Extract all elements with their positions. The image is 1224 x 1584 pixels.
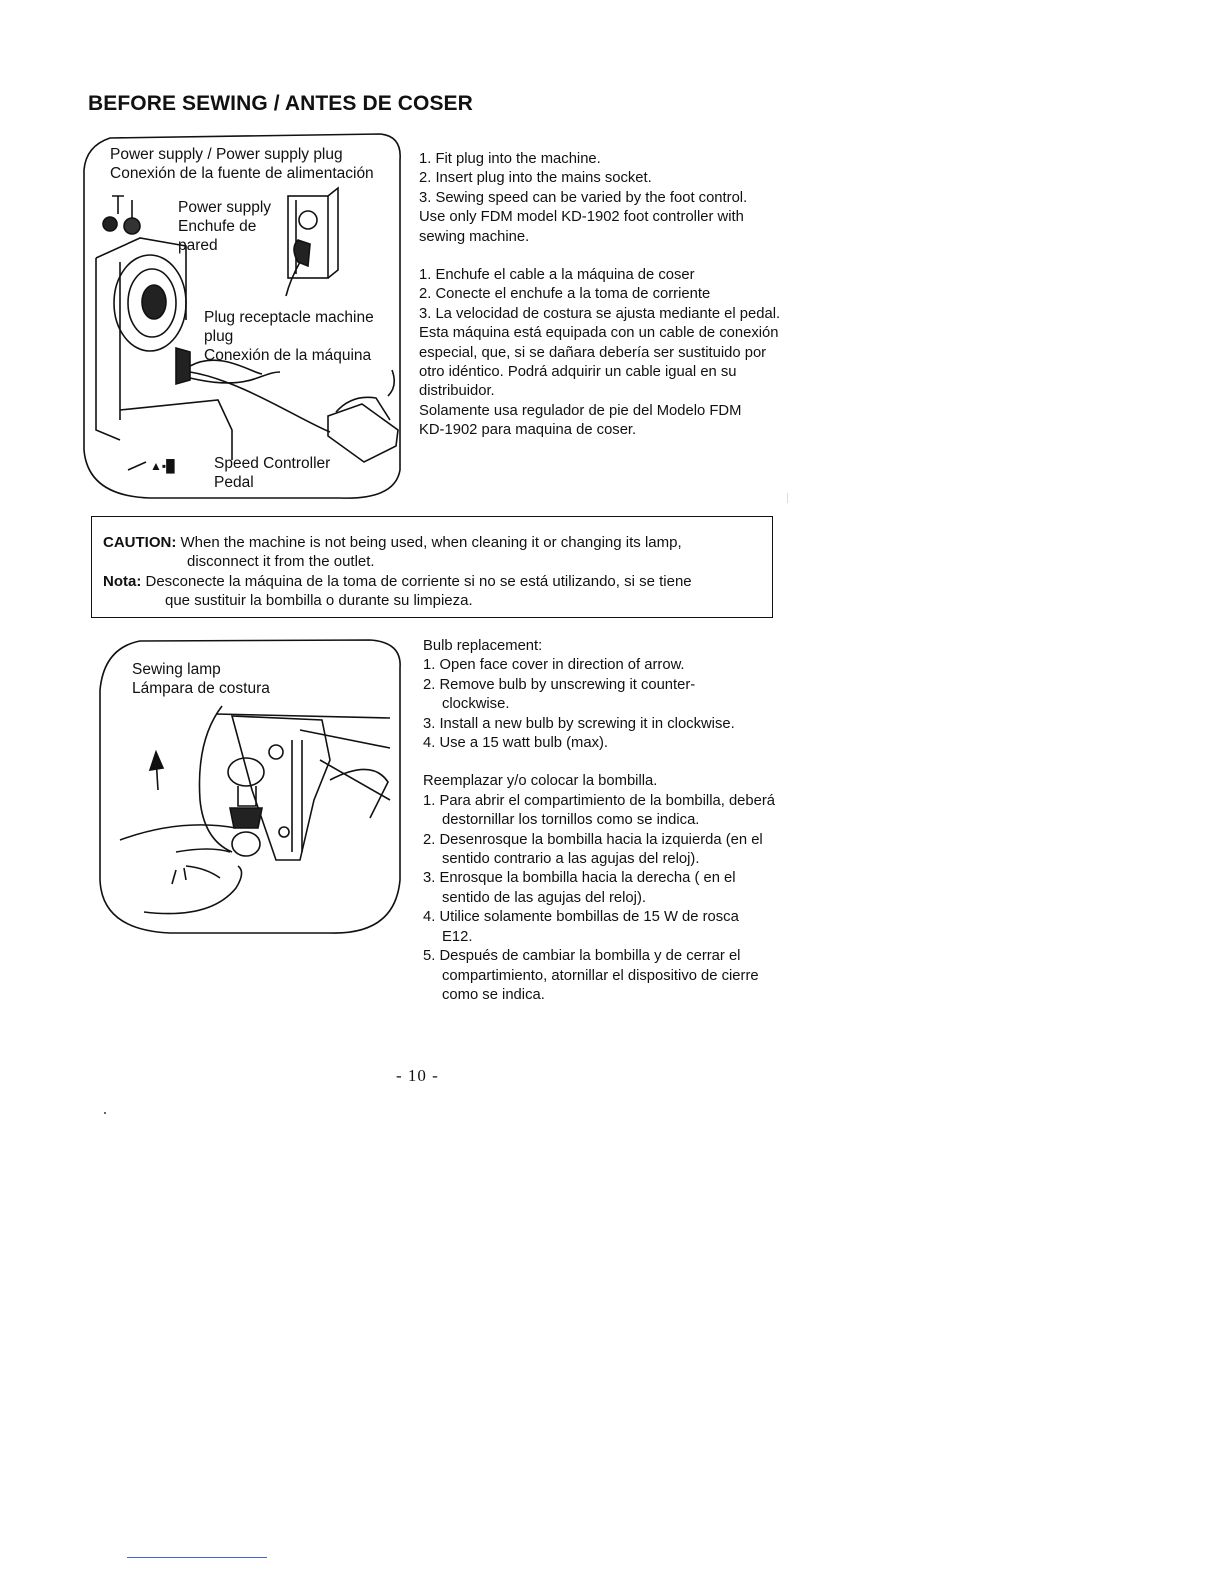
caution-line-en-1: [103, 533, 682, 553]
power-instructions: [419, 150, 789, 441]
label-sewing-lamp-en: Sewing lamp: [132, 661, 221, 678]
machine-symbol: ▲▪█: [150, 459, 175, 473]
label-pedal: Pedal: [214, 474, 254, 491]
bulb-es-step-2: 2. Desenrosque la bombilla hacia la izquierda (en el sentido contrario a las agujas del reloj).: [423, 831, 763, 868]
nota-label: Nota:: [103, 573, 142, 590]
label-sewing-lamp-es: Lámpara de costura: [132, 680, 270, 697]
caution-label: CAUTION:: [103, 534, 177, 551]
instruction-es-step-2: 2. Conecte el enchufe a la toma de corriente: [419, 286, 711, 303]
bulb-en-heading: Bulb replacement:: [423, 638, 543, 654]
stray-dot: [104, 1112, 106, 1114]
bulb-en-step-2: 2. Remove bulb by unscrewing it counter-clockwise.: [423, 676, 696, 713]
label-wall-plug-1: Power supply: [178, 199, 272, 216]
page-number: - 10 -: [396, 1066, 439, 1085]
instruction-en-note: Use only FDM model KD-1902 foot controller with sewing machine.: [419, 209, 744, 245]
bulb-es-heading: Reemplazar y/o colocar la bombilla.: [423, 773, 658, 790]
label-receptacle-1: Plug receptacle machine: [204, 309, 374, 326]
label-wall-plug-3: pared: [178, 237, 218, 254]
bulb-es-step-5: 5. Después de cambiar la bombilla y de cerrar el compartimiento, atornillar el dispositivo de cierre como se indica.: [423, 948, 759, 1003]
footer-rule: [127, 1557, 267, 1558]
instruction-en-step-1: 1. Fit plug into the machine.: [419, 151, 601, 167]
bulb-es-step-4: 4. Utilice solamente bombillas de 15 W de rosca E12.: [423, 909, 739, 945]
instruction-es-note-2: Solamente usa regulador de pie del Modelo FDM KD-1902 para maquina de coser.: [419, 402, 742, 439]
instruction-en-step-2: 2. Insert plug into the mains socket.: [419, 170, 652, 187]
caution-line-es-1: [103, 572, 692, 592]
label-power-supply-es: Conexión de la fuente de alimentación: [110, 165, 374, 182]
instruction-es-note-1: Esta máquina está equipada con un cable de conexión especial, que, si se dañara debería ser sustituido por otro idéntico. Podrá adquirir un cable igual en su distribuidor.: [419, 325, 779, 400]
label-power-supply-en: Power supply / Power supply plug: [110, 146, 343, 163]
caution-box: [91, 516, 773, 618]
instruction-en-step-3: 3. Sewing speed can be varied by the foot control.: [419, 189, 748, 206]
caution-text-en-1: When the machine is not being used, when cleaning it or changing its lamp,: [180, 534, 682, 551]
page-title: BEFORE SEWING / ANTES DE COSER: [88, 92, 473, 115]
bulb-en-step-4: 4. Use a 15 watt bulb (max).: [423, 735, 609, 752]
bulb-es-step-3: 3. Enrosque la bombilla hacia la derecha ( en el sentido de las agujas del reloj).: [423, 870, 736, 906]
bulb-en-step-1: 1. Open face cover in direction of arrow.: [423, 657, 685, 674]
bulb-en-step-3: 3. Install a new bulb by screwing it in clockwise.: [423, 715, 735, 732]
faint-rule: [787, 493, 788, 503]
label-wall-plug-2: Enchufe de: [178, 218, 257, 235]
label-speed-controller: Speed Controller: [214, 455, 331, 472]
bulb-es-step-1: 1. Para abrir el compartimiento de la bombilla, deberá destornillar los tornillos como se indica.: [423, 792, 776, 829]
label-receptacle-2: plug: [204, 328, 234, 345]
caution-text-es-2: que sustituir la bombilla o durante su limpieza.: [165, 592, 473, 609]
caution-text-es-1: Desconecte la máquina de la toma de corriente si no se está utilizando, si se tiene: [145, 573, 692, 590]
bulb-instructions: [423, 637, 783, 1005]
instruction-es-step-3: 3. La velocidad de costura se ajusta mediante el pedal.: [419, 305, 781, 322]
caution-text-en-2: disconnect it from the outlet.: [187, 553, 375, 570]
label-receptacle-3: Conexión de la máquina: [204, 347, 372, 364]
instruction-es-step-1: 1. Enchufe el cable a la máquina de coser: [419, 267, 695, 284]
